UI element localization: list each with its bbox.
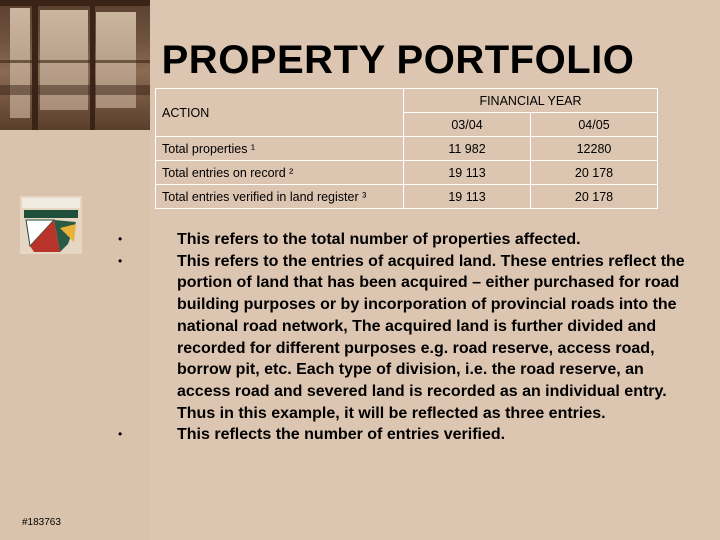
action-header: ACTION [156,89,404,137]
year-col-2: 04/05 [531,113,658,137]
footnotes-list [110,229,700,446]
list-item [110,229,700,251]
organization-logo [20,196,82,254]
bullet: • [118,253,123,268]
list-item [110,424,700,446]
row-label: Total entries verified in land register ³ [156,185,404,209]
financial-year-header: FINANCIAL YEAR [404,89,658,113]
title-text: PROPERTY PORTFOLIO [161,38,635,82]
portfolio-table [155,88,658,209]
row-value-0304: 19 113 [404,185,531,209]
row-value-0304: 11 982 [404,137,531,161]
year-col-1: 03/04 [404,113,531,137]
page-title [0,38,720,83]
row-value-0405: 20 178 [531,185,658,209]
bullet: • [118,232,123,246]
document-id: #183763 [22,517,61,528]
row-label: Total properties ¹ [156,137,404,161]
list-item [110,251,700,425]
bullet: • [118,427,123,442]
row-value-0405: 12280 [531,137,658,161]
table-row [156,185,658,209]
footnote-text: This refers to the entries of acquired land. These entries reflect the portion of land that has been acquired – either purchased for road building purposes or by incorporation of provincial roads into the national road network, The acquired land is further divided and recorded for different purposes e.g. road reserve, access road, borrow pit, etc. Each type of division, i.e. the road reserve, an access road and severed land is recorded as an individual entry. Thus in this example, it will be reflected as three entries. [177,252,685,422]
footnote-text: This refers to the total number of properties affected. [177,231,581,248]
table-row [156,161,658,185]
footnote-text: This reflects the number of entries verified. [177,426,506,444]
row-value-0405: 20 178 [531,161,658,185]
row-value-0304: 19 113 [404,161,531,185]
table-header-row [156,89,658,113]
table-row [156,137,658,161]
row-label: Total entries on record ² [156,161,404,185]
